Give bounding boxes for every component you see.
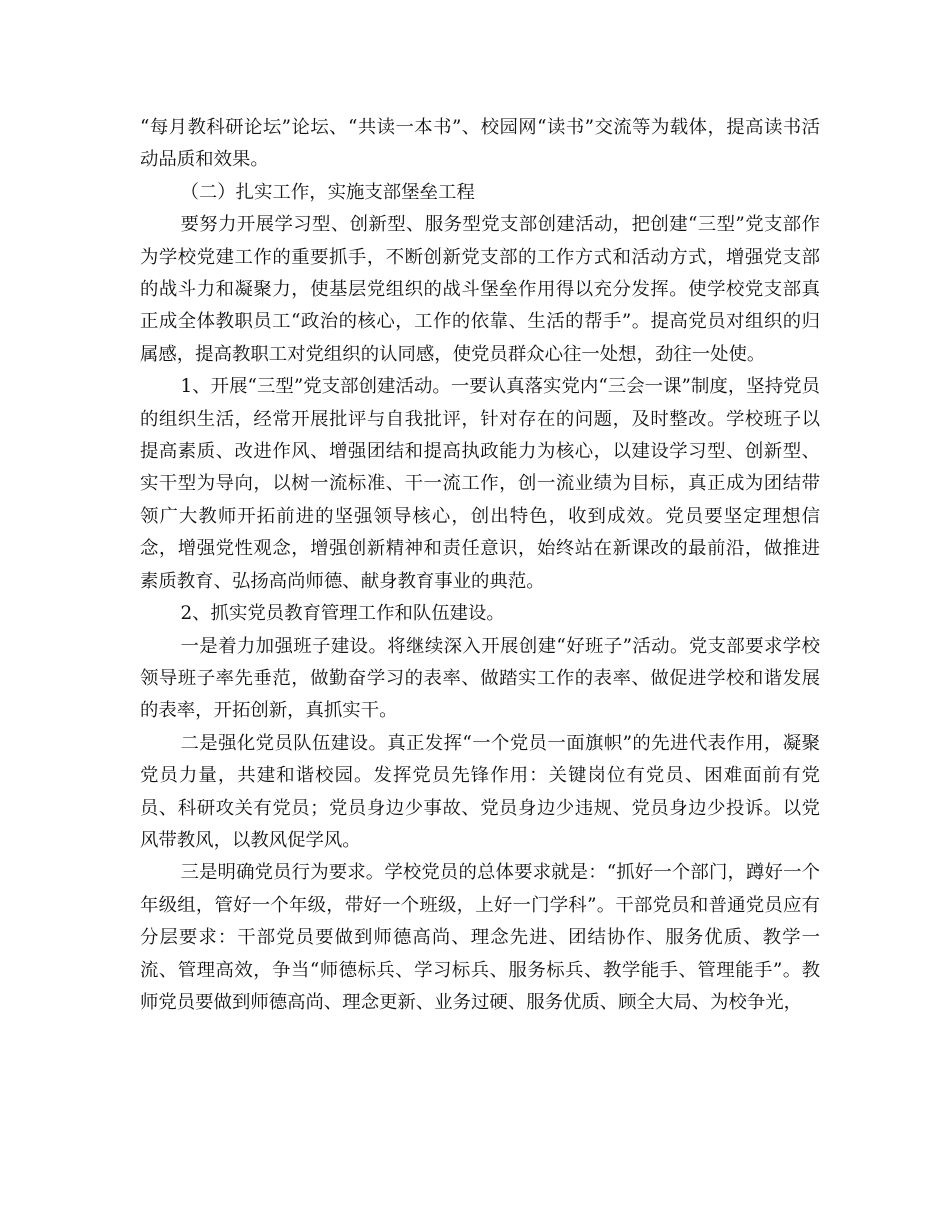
paragraph-three-type-branch: 要努力开展学习型、创新型、服务型党支部创建活动，把创建“三型”党支部作为学校党建工作的重要抓手，不断创新党支部的工作方式和活动方式，增强党支部的战斗力和凝聚力，使基层党组织的战斗堡垒作用得以充分发挥。使学校党支部真正成全体教职员工“政治的核心，工作的依靠、生活的帮手”。提高党员对组织的归属感，提高教职工对党组织的认同感，使党员群众心往一处想，劲往一处使。 [140,214,820,365]
paragraph-member-requirements: 三是明确党员行为要求。学校党员的总体要求就是：“抓好一个部门，蹲好一个年级组，管好一个年级，带好一个班级，上好一门学科”。干部党员和普通党员应有分层要求：干部党员要做到师德高尚、理念先进、团结协作、服务优质、教学一流、管理高效，争当“师德标兵、学习标兵、服务标兵、教学能手、管理能手”。教师党员要做到师德高尚、理念更新、业务过硬、服务优质、顾全大局、为校争光， [140,862,820,1013]
paragraph-item-1: 1、开展“三型”党支部创建活动。一要认真落实党内“三会一课”制度，坚持党员的组织生活，经常开展批评与自我批评，针对存在的问题，及时整改。学校班子以提高素质、改进作风、增强团结和提高执政能力为核心，以建设学习型、创新型、实干型为导向，以树一流标准、干一流工作，创一流业绩为目标，真正成为团结带领广大教师开拓前进的坚强领导核心，创出特色，收到成效。党员要坚定理想信念，增强党性观念，增强创新精神和责任意识，始终站在新课改的最前沿，做推进素质教育、弘扬高尚师德、献身教育事业的典范。 [140,376,820,592]
paragraph-team-building: 一是着力加强班子建设。将继续深入开展创建“好班子”活动。党支部要求学校领导班子率先垂范，做勤奋学习的表率、做踏实工作的表率、做促进学校和谐发展的表率，开拓创新，真抓实干。 [140,635,820,722]
paragraph-reading-activities: “每月教科研论坛”论坛、“共读一本书”、校园网“读书”交流等为载体，提高读书活动品质和效果。 [140,117,820,171]
paragraph-item-2-heading: 2、抓实党员教育管理工作和队伍建设。 [180,603,505,625]
document-page [140,112,820,1019]
paragraph-member-team: 二是强化党员队伍建设。真正发挥“一个党员一面旗帜”的先进代表作用，凝聚党员力量，共建和谐校园。发挥党员先锋作用：关键岗位有党员、困难面前有党员、科研攻关有党员；党员身边少事故、党员身边少违规、党员身边少投诉。以党风带教风，以教风促学风。 [140,732,820,851]
section-heading-branch-fortress: （二）扎实工作，实施支部堡垒工程 [180,181,475,203]
